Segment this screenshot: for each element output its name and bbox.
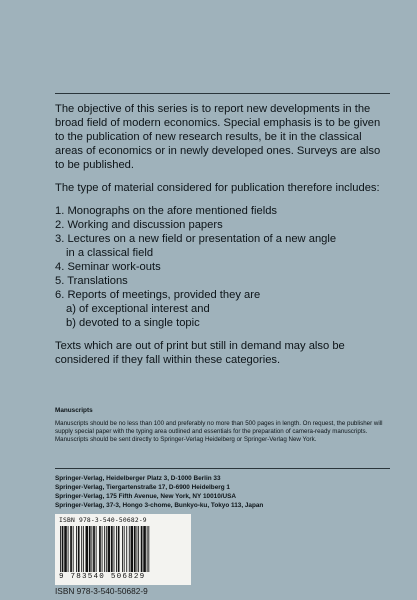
barcode-bar [148,526,149,572]
barcode-image [59,526,187,572]
barcode-bar [116,526,117,572]
barcode-bar [81,526,82,572]
barcode-bar [89,526,91,572]
barcode-bar [143,526,146,572]
isbn-top-text: ISBN 978-3-540-50682-9 [59,517,147,524]
barcode-bar [104,526,105,572]
address-divider [55,468,390,469]
barcode-bar [141,526,143,572]
barcode-bar [131,526,134,572]
barcode-bar [137,526,138,572]
list-item: 3. Lectures on a new field or presentation of a new angle [55,233,337,245]
barcode-bar [134,526,136,572]
manuscripts-heading: Manuscripts [55,407,93,414]
barcode-label [55,514,191,585]
barcode-bar [102,526,103,572]
manuscripts-section [55,407,390,444]
barcode-bar [108,526,111,572]
barcode-bar [126,526,127,572]
barcode-bar [114,526,115,572]
intro-paragraph-2: The type of material considered for publication therefore includes: [55,182,380,194]
barcode-bar [147,526,148,572]
barcode-bar [96,526,97,572]
barcode-bar [122,526,123,572]
barcode-bar [99,526,101,572]
barcode-bar [91,526,92,572]
top-divider [55,93,390,94]
intro-paragraph-1: The objective of this series is to report new developments in the broad field of modern economics. Special emphasis is to be given to the publication of new research results, be it in the classical areas of economics or in newly developed ones. Surveys are also to be published. [55,103,381,171]
barcode-bar [83,526,84,572]
list-item: 4. Seminar work-outs [55,261,161,273]
barcode-bar [78,526,80,572]
barcode-bar [62,526,64,572]
manuscripts-text: Manuscripts should be no less than 100 and preferably no more than 500 pages in length. On request, the publisher will supply special paper with the typing area outlined and essentials for the preparation of camera-ready manuscripts. Manuscripts should be sent directly to Springer-Verlag Heidelberg or Springer-Verlag New York. [55,420,383,443]
intro-paragraph-3: Texts which are out of print but still in demand may also be considered if they fall within these categories. [55,340,345,366]
address-line: Springer-Verlag, Tiergartenstraße 17, D-6900 Heidelberg 1 [55,484,230,491]
barcode-bar [129,526,130,572]
barcode-bar [60,526,61,572]
list-item: 2. Working and discussion papers [55,219,223,231]
barcode-bar [118,526,120,572]
barcode-bar [86,526,89,572]
barcode-digits: 9 783540 506829 [59,573,146,581]
list-item: b) devoted to a single topic [66,317,200,329]
barcode-bar [76,526,77,572]
material-list [55,204,390,330]
barcode-bar [111,526,113,572]
list-item: 6. Reports of meetings, provided they are [55,289,261,301]
barcode-bar [138,526,139,572]
barcode-bar [124,526,125,572]
list-item: 1. Monographs on the afore mentioned fields [55,205,278,217]
list-item: in a classical field [66,247,154,259]
address-line: Springer-Verlag, 175 Fifth Avenue, New York, NY 10010/USA [55,493,237,500]
list-item: a) of exceptional interest and [66,303,210,315]
barcode-bar [64,526,67,572]
isbn-text: ISBN 978-3-540-50682-9 [55,586,148,596]
publisher-addresses [55,474,390,510]
barcode-bar [68,526,69,572]
list-item: 5. Translations [55,275,128,287]
series-description [55,102,390,376]
address-line: Springer-Verlag, Heidelberger Platz 3, D-1000 Berlin 33 [55,475,221,482]
barcode-bar [106,526,107,572]
barcode-bar [93,526,95,572]
barcode-bar [70,526,72,572]
barcode-bar [73,526,74,572]
address-line: Springer-Verlag, 37-3, Hongo 3-chome, Bunkyo-ku, Tokyo 113, Japan [55,502,264,509]
